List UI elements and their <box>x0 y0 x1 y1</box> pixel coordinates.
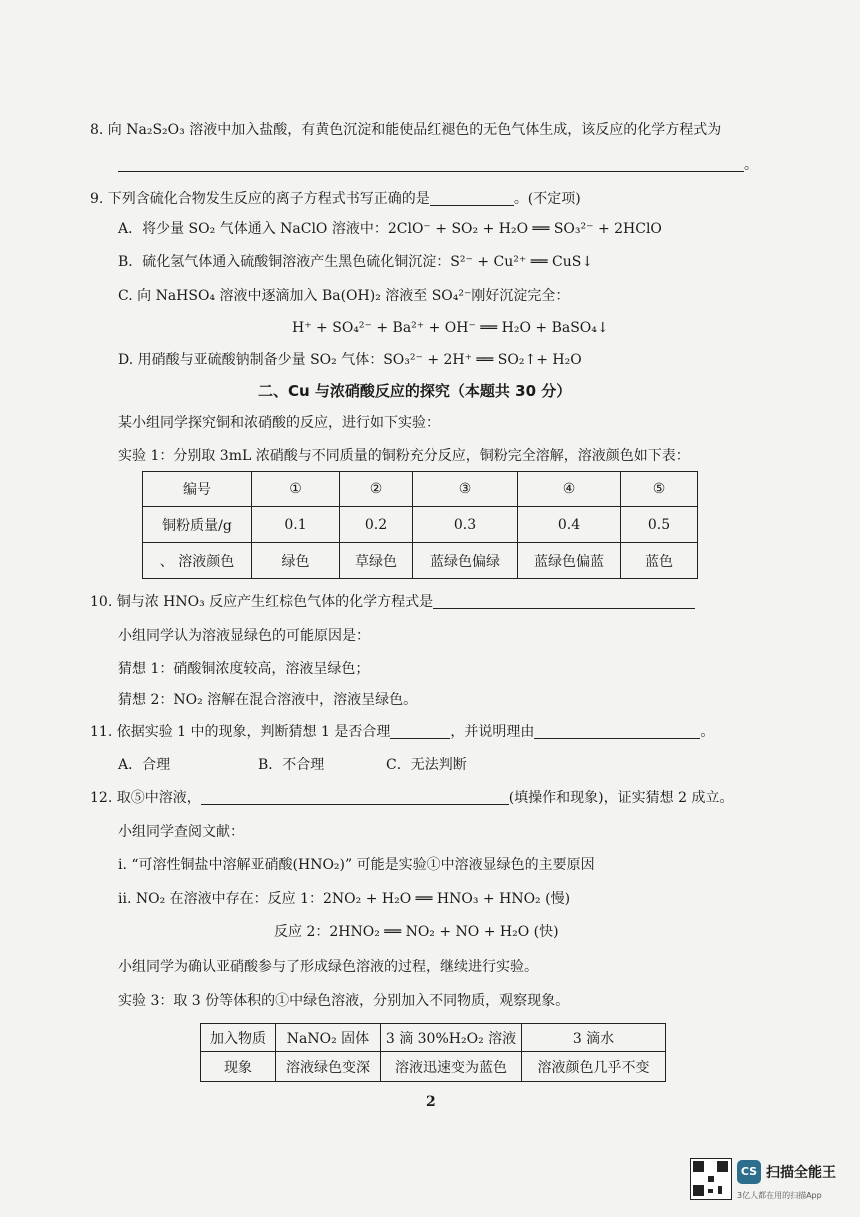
table-cell: 蓝色 <box>621 543 698 579</box>
q10-stem <box>90 592 695 612</box>
q12-reaction-2: 反应 2：2HNO₂ ══ NO₂ + NO + H₂O (快) <box>274 924 559 940</box>
q11-stem-b: ，并说明理由 <box>450 724 535 740</box>
q12-stem <box>90 788 733 808</box>
table-row <box>143 507 698 543</box>
table-cell: ④ <box>518 472 621 507</box>
row-label-color: 、 溶液颜色 <box>143 543 252 579</box>
q11-judgement-blank[interactable] <box>390 722 450 739</box>
q11-option-c: C．无法判断 <box>386 757 467 773</box>
table-cell: 0.3 <box>413 507 518 543</box>
scanner-app-name: 扫描全能王 <box>766 1165 836 1181</box>
table-cell: 溶液颜色几乎不变 <box>522 1052 666 1082</box>
table-cell: 0.4 <box>518 507 621 543</box>
table-cell: 加入物质 <box>201 1024 276 1052</box>
q11-end: 。 <box>700 724 715 740</box>
q10-reason: 小组同学认为溶液显绿色的可能原因是： <box>118 628 370 644</box>
qr-code-icon <box>690 1158 732 1200</box>
table-cell: 0.2 <box>340 507 413 543</box>
q8-end: 。 <box>744 157 758 173</box>
table-row <box>143 472 698 507</box>
q10-answer-blank[interactable] <box>433 592 695 609</box>
q10-stem-text: 10. 铜与浓 HNO₃ 反应产生红棕色气体的化学方程式是 <box>90 594 434 610</box>
q9-option-d: D. 用硝酸与亚硫酸钠制备少量 SO₂ 气体：SO₃²⁻ + 2H⁺ ══ SO₂↑+ H₂O <box>118 352 582 368</box>
q8-stem: 8. 向 Na₂S₂O₃ 溶液中加入盐酸，有黄色沉淀和能使品红褪色的无色气体生成，该反应的化学方程式为 <box>90 122 722 138</box>
experiment-3-description: 实验 3：取 3 份等体积的①中绿色溶液，分别加入不同物质，观察现象。 <box>118 993 570 1009</box>
table-cell: 0.5 <box>621 507 698 543</box>
experiment-3-table <box>200 1023 666 1082</box>
table-cell: 蓝绿色偏蓝 <box>518 543 621 579</box>
q9-stem-b: 。(不定项) <box>513 191 581 207</box>
q12-answer-blank[interactable] <box>201 788 509 805</box>
table-row <box>201 1052 666 1082</box>
experiment-1-table <box>142 471 698 579</box>
q11-stem <box>90 722 714 742</box>
q11-stem-a: 11. 依据实验 1 中的现象，判断猜想 1 是否合理 <box>90 724 391 740</box>
section-title: 二、Cu 与浓硝酸反应的探究（本题共 30 分） <box>258 382 572 400</box>
row-label-mass: 铜粉质量/g <box>143 507 252 543</box>
q9-stem-a: 9. 下列含硫化合物发生反应的离子方程式书写正确的是 <box>90 191 430 207</box>
table-cell: 3 滴水 <box>522 1024 666 1052</box>
table-cell: 绿色 <box>252 543 340 579</box>
table-cell: ① <box>252 472 340 507</box>
q9-option-c: C. 向 NaHSO₄ 溶液中逐滴加入 Ba(OH)₂ 溶液至 SO₄²⁻刚好沉淀完全： <box>118 288 570 304</box>
table-cell: ③ <box>413 472 518 507</box>
table-row <box>201 1024 666 1052</box>
q12-literature-i: i. “可溶性铜盐中溶解亚硝酸(HNO₂)” 可能是实验①中溶液显绿色的主要原因 <box>118 857 595 873</box>
table-cell: 溶液绿色变深 <box>276 1052 381 1082</box>
table-cell: 蓝绿色偏绿 <box>413 543 518 579</box>
table-row <box>143 543 698 579</box>
q12-literature: 小组同学查阅文献： <box>118 824 244 840</box>
page-number: 2 <box>426 1094 436 1110</box>
q9-option-b: B．硫化氢气体通入硫酸铜溶液产生黑色硫化铜沉淀：S²⁻ + Cu²⁺ ══ CuS↓ <box>118 254 594 270</box>
scanner-tagline: 3亿人都在用的扫描App <box>737 1191 822 1200</box>
q10-guess-2: 猜想 2：NO₂ 溶解在混合溶液中，溶液呈绿色。 <box>118 692 418 708</box>
q12-stem-a: 12. 取⑤中溶液， <box>90 790 201 806</box>
q12-literature-ii: ii. NO₂ 在溶液中存在：反应 1：2NO₂ + H₂O ══ HNO₃ + HNO₂ (慢) <box>118 891 571 907</box>
q9-stem <box>90 189 581 209</box>
table-cell: ② <box>340 472 413 507</box>
q9-answer-blank[interactable] <box>430 189 514 206</box>
table-cell: 0.1 <box>252 507 340 543</box>
experiment-1-description: 实验 1：分别取 3mL 浓硝酸与不同质量的铜粉充分反应，铜粉完全溶解，溶液颜色如下表： <box>118 448 690 464</box>
table-cell: ⑤ <box>621 472 698 507</box>
q12-confirm: 小组同学为确认亚硝酸参与了形成绿色溶液的过程，继续进行实验。 <box>118 959 538 975</box>
table-cell: 溶液迅速变为蓝色 <box>381 1052 522 1082</box>
table-cell: 3 滴 30%H₂O₂ 溶液 <box>381 1024 522 1052</box>
q11-option-b: B．不合理 <box>258 757 325 773</box>
q11-option-a: A．合理 <box>118 757 171 773</box>
q8-answer-line <box>118 155 758 175</box>
q8-answer-blank[interactable] <box>118 155 744 172</box>
q12-stem-b: (填操作和现象)，证实猜想 2 成立。 <box>508 790 734 806</box>
q9-option-c-equation: H⁺ + SO₄²⁻ + Ba²⁺ + OH⁻ ══ H₂O + BaSO₄↓ <box>292 320 609 336</box>
q11-reason-blank[interactable] <box>534 722 700 739</box>
table-cell: 现象 <box>201 1052 276 1082</box>
q9-option-a: A．将少量 SO₂ 气体通入 NaClO 溶液中：2ClO⁻ + SO₂ + H₂O ══ SO₃²⁻ + 2HClO <box>118 221 662 237</box>
table-cell: NaNO₂ 固体 <box>276 1024 381 1052</box>
scanner-logo-icon: CS <box>737 1160 761 1184</box>
section-intro: 某小组同学探究铜和浓硝酸的反应，进行如下实验： <box>118 415 440 431</box>
table-cell: 草绿色 <box>340 543 413 579</box>
q10-guess-1: 猜想 1：硝酸铜浓度较高，溶液呈绿色； <box>118 661 370 677</box>
row-label-id: 编号 <box>143 472 252 507</box>
